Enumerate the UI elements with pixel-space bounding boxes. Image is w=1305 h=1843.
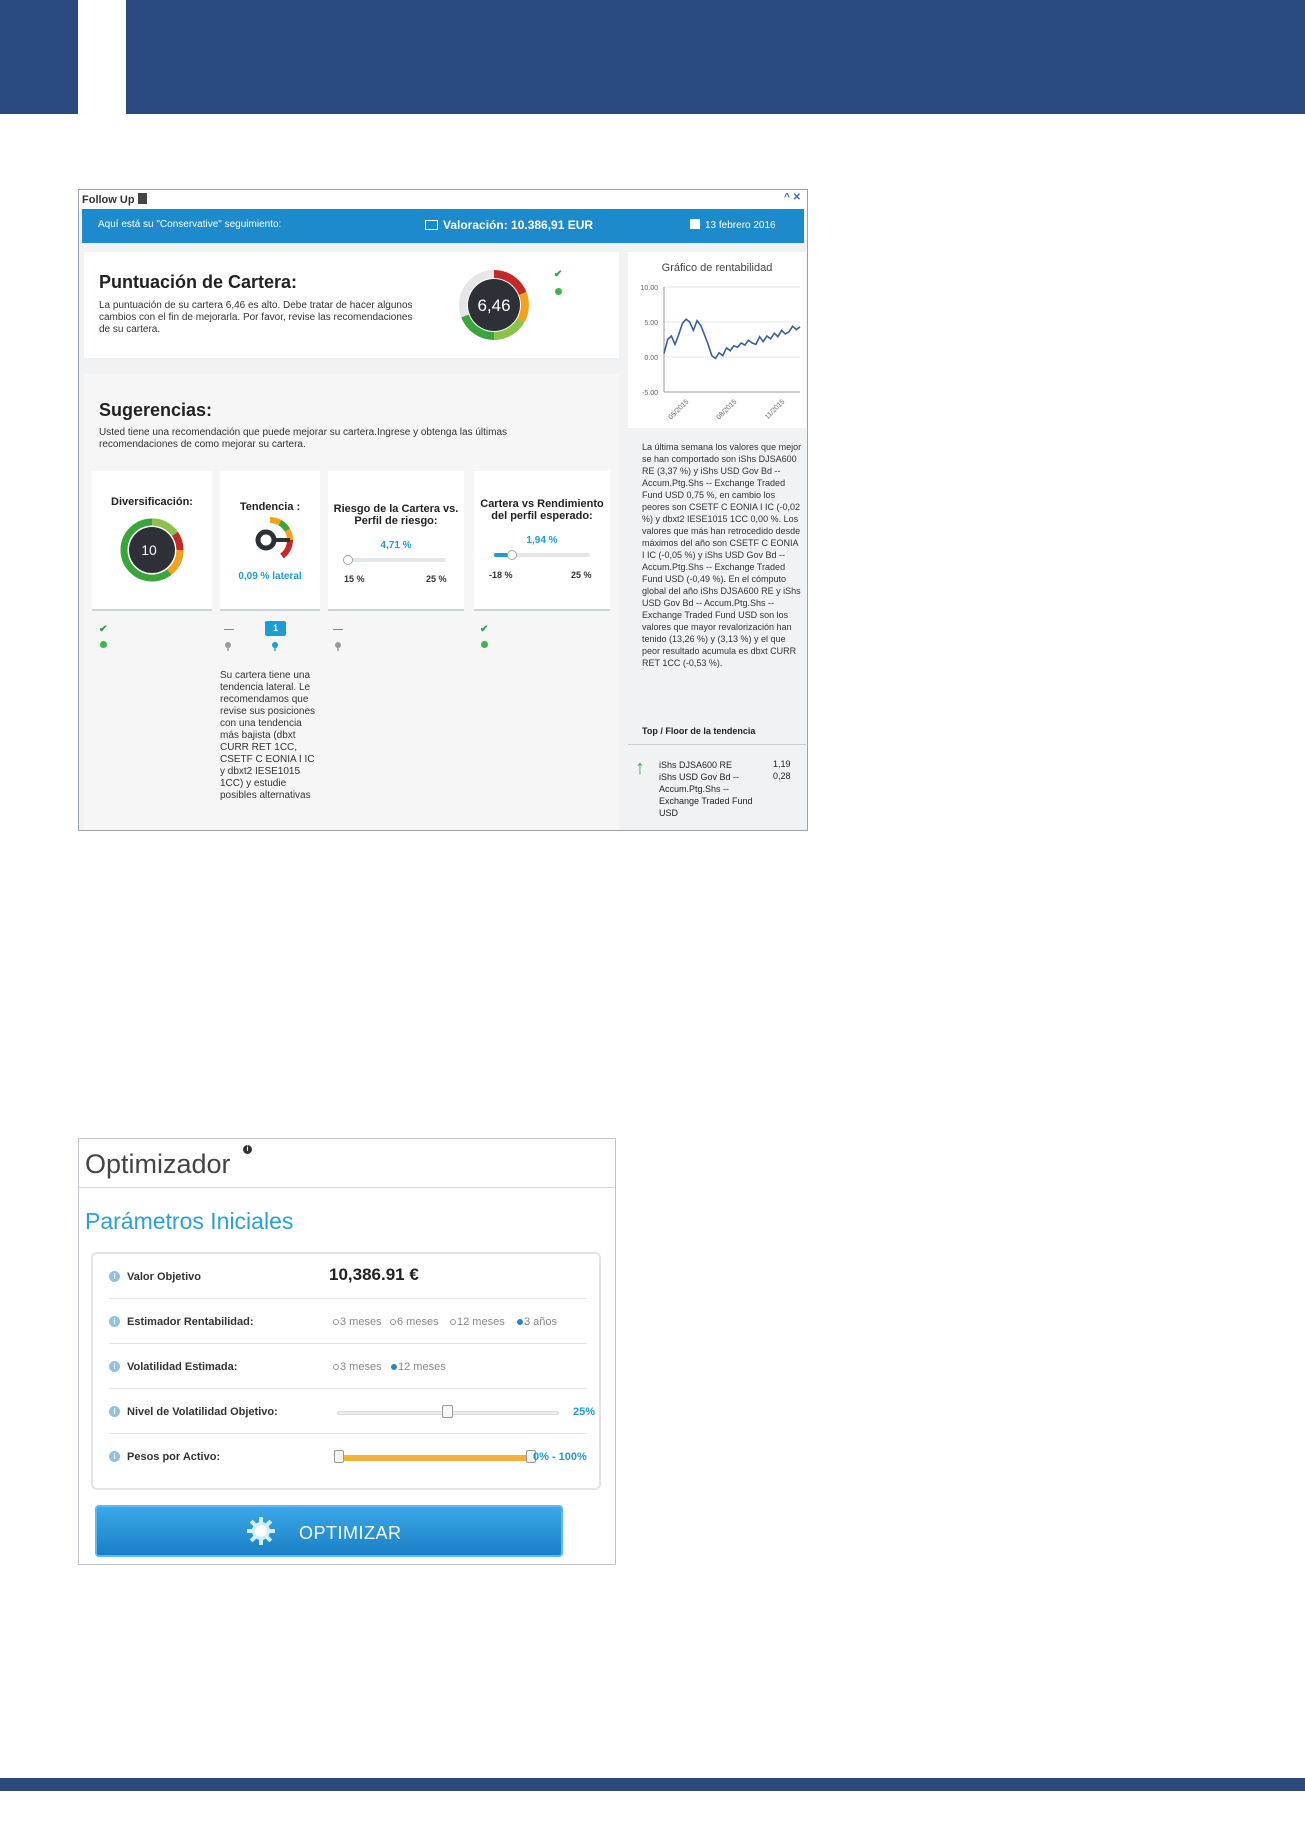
top-floor-item: iShs USD Gov Bd -- Accum.Ptg.Shs -- Exchange Traded Fund USD	[659, 772, 753, 818]
info-icon[interactable]: i	[109, 1406, 120, 1417]
optimizer-subtitle: Parámetros Iniciales	[85, 1208, 294, 1234]
chart-y-tick-label: 5.00	[644, 320, 658, 327]
optimize-button[interactable]	[95, 1505, 563, 1557]
suggestions-title: Sugerencias:	[99, 400, 213, 420]
pin-icon	[335, 642, 341, 651]
score-card	[84, 252, 619, 358]
chart-icon	[425, 220, 438, 230]
chart-series-line	[664, 319, 800, 358]
diversification-value: 10	[141, 542, 157, 558]
row-label: Nivel de Volatilidad Objetivo:	[127, 1406, 278, 1418]
tendency-gauge-icon	[244, 516, 296, 562]
metric-title: Cartera vs Rendimiento del perfil esperado:	[480, 498, 604, 522]
row-volatilidad	[109, 1344, 587, 1389]
info-icon[interactable]: i	[109, 1271, 120, 1282]
info-icon[interactable]: i	[109, 1361, 120, 1372]
metric-tendency[interactable]	[220, 471, 320, 611]
status-dot-icon	[100, 641, 107, 648]
radio-6-meses[interactable]	[390, 1316, 439, 1328]
pin-active-icon	[272, 642, 278, 651]
parameters-box	[91, 1252, 601, 1490]
radio-label: 3 meses	[340, 1361, 382, 1373]
metric-title: Diversificación:	[111, 496, 193, 508]
performance-max-label: 25 %	[571, 570, 592, 580]
performance-value: 1,94 %	[526, 535, 558, 546]
radio-3-meses[interactable]	[333, 1316, 382, 1328]
top-floor-value: 1,19	[773, 759, 791, 769]
row-valor-objetivo	[109, 1254, 587, 1299]
risk-slider-track	[346, 558, 446, 562]
diversification-gauge	[119, 517, 185, 583]
window-controls[interactable]: ^ ✕	[784, 192, 801, 203]
radio-12-meses[interactable]	[450, 1316, 505, 1328]
radio-selected-icon	[517, 1319, 523, 1325]
volatility-slider-handle[interactable]	[442, 1405, 453, 1418]
radio-selected-icon	[391, 1364, 397, 1370]
metric-diversification[interactable]	[92, 471, 212, 611]
radio-icon	[390, 1319, 396, 1325]
top-floor-item: iShs DJSA600 RE	[659, 760, 733, 770]
info-icon[interactable]: i	[109, 1451, 120, 1462]
radio-label: 12 meses	[457, 1316, 505, 1328]
follow-up-intro: Aquí está su "Conservative" seguimiento:	[98, 219, 282, 230]
score-gauge	[457, 268, 531, 342]
valuation	[425, 218, 593, 232]
row-label: Pesos por Activo:	[127, 1451, 221, 1463]
follow-up-title: Follow Up	[82, 194, 135, 206]
radio-icon	[333, 1364, 339, 1370]
check-icon: ✔	[554, 269, 563, 280]
chart-x-tick-label: 08/2015	[715, 398, 739, 422]
date-text: 13 febrero 2016	[705, 220, 776, 231]
status-dot-icon	[481, 641, 488, 648]
weekly-summary-text: La última semana los valores que mejor se han comportado son iShs DJSA600 RE (3,37 %) y iShs USD Gov Bd -- Accum.Ptg.Shs -- Exchange Traded Fund USD 0,75 %, en cambio los peores son CSETF C EONIA I IC (-0,02 %) y dbxt2 IESE1015 1CC 0,00 %. Los valores que más han retrocedido desde máximos del año son CSETF C EONIA I IC (-0,05 %) y iShs USD Gov Bd -- Accum.Ptg.Shs -- Exchange Traded Fund USD (-0,49 %). En el cómputo global del año iShs DJSA600 RE y iShs USD Gov Bd -- Accum.Ptg.Shs -- Exchange Traded Fund USD son los valores que mayor revalorización han tenido (13,26 %) y (3,13 %) y el que peor resultado acumula es dbxt CURR RET 1CC (-0,53 %).	[642, 442, 802, 668]
info-icon[interactable]: i	[109, 1316, 120, 1327]
recommendation-count-badge[interactable]: 1	[265, 621, 286, 636]
row-label: Estimador Rentabilidad:	[127, 1316, 254, 1328]
radio-3-anos[interactable]	[517, 1316, 557, 1328]
top-floor-title: Top / Floor de la tendencia	[642, 726, 756, 736]
radio-label: 3 meses	[340, 1316, 382, 1328]
performance-chart	[628, 277, 806, 427]
radio-12-meses[interactable]	[391, 1361, 446, 1373]
weights-range-track[interactable]	[338, 1455, 532, 1461]
chart-x-tick-label: 11/2015	[763, 398, 787, 421]
metric-title: Tendencia :	[239, 501, 301, 513]
performance-chart-card	[628, 252, 806, 428]
radio-3-meses[interactable]	[333, 1361, 382, 1373]
suggestions-card	[84, 374, 619, 831]
row-label: Volatilidad Estimada:	[127, 1361, 238, 1373]
check-icon: ✔	[99, 624, 108, 635]
radio-label: 6 meses	[397, 1316, 439, 1328]
optimize-button-label: OPTIMIZAR	[299, 1523, 402, 1543]
chart-x-tick-label: 05/2015	[667, 398, 691, 422]
minus-icon: —	[333, 624, 343, 635]
follow-up-info-bar	[82, 209, 804, 243]
metric-performance[interactable]	[474, 471, 610, 611]
risk-max-label: 25 %	[426, 574, 447, 584]
footer-band	[0, 1778, 1305, 1791]
performance-slider-knob	[507, 550, 517, 560]
row-pesos	[109, 1434, 587, 1479]
check-icon: ✔	[480, 624, 489, 635]
weights-min-handle[interactable]	[334, 1450, 344, 1463]
chart-y-tick-label: 0.00	[644, 355, 658, 362]
divider	[628, 744, 806, 745]
gear-icon	[247, 1517, 275, 1545]
follow-up-titlebar	[79, 190, 807, 209]
radio-icon	[450, 1319, 456, 1325]
row-estimador	[109, 1299, 587, 1344]
metric-risk[interactable]	[328, 471, 464, 611]
chart-y-tick-label: -5.00	[642, 390, 658, 397]
status-dot-icon	[555, 288, 562, 295]
info-icon[interactable]: i	[243, 1145, 252, 1154]
right-column	[628, 252, 806, 831]
minus-icon: —	[224, 624, 234, 635]
score-value: 6,46	[477, 296, 511, 315]
follow-up-panel	[78, 189, 808, 831]
suggestions-text: Usted tiene una recomendación que puede mejorar su cartera.Ingrese y obtenga las últimas recomendaciones de como mejorar su cartera.	[99, 427, 508, 450]
date	[690, 219, 776, 231]
radio-icon	[333, 1319, 339, 1325]
optimizer-header	[79, 1139, 615, 1188]
volatility-value: 25%	[573, 1406, 596, 1418]
top-floor-value: 0,28	[773, 771, 791, 781]
pdf-icon[interactable]	[138, 193, 147, 204]
tendency-value: 0,09 % lateral	[238, 571, 302, 582]
radio-label: 12 meses	[398, 1361, 446, 1373]
risk-slider-knob	[343, 555, 353, 565]
optimizer-panel	[78, 1138, 616, 1565]
risk-value: 4,71 %	[380, 540, 412, 551]
radio-label: 3 años	[524, 1316, 558, 1328]
score-title: Puntuación de Cartera:	[99, 272, 298, 292]
row-nivel-volatilidad	[109, 1389, 596, 1434]
risk-min-label: 15 %	[344, 574, 365, 584]
arrow-up-icon: ↑	[635, 757, 645, 779]
header-notch	[78, 0, 126, 114]
performance-min-label: -18 %	[489, 570, 513, 580]
optimizer-title: Optimizador	[85, 1149, 231, 1179]
pin-icon	[225, 642, 231, 651]
chart-y-tick-label: 10.00	[640, 285, 658, 292]
metric-title: Riesgo de la Cartera vs. Perfil de riesgo:	[333, 503, 459, 527]
valuation-text: Valoración: 10.386,91 EUR	[443, 218, 594, 232]
weights-value: 0% - 100%	[533, 1451, 587, 1463]
tendency-recommendation-text: Su cartera tiene una tendencia lateral. Le recomendamos que revise sus posiciones con una tendencia más bajista (dbxt CURR RET 1CC, CSETF C EONIA I IC y dbxt2 IESE1015 1CC) y estudie posibles alternativas	[220, 670, 316, 801]
target-value[interactable]: 10,386.91 €	[329, 1265, 419, 1284]
score-text: La puntuación de su cartera 6,46 es alto. Debe tratar de hacer algunos cambios con el fin de mejorarla. Por favor, revise las recomendaciones de su cartera.	[99, 300, 413, 335]
chart-title: Gráfico de rentabilidad	[661, 262, 773, 274]
row-label: Valor Objetivo	[127, 1271, 201, 1283]
header-band	[0, 0, 1305, 114]
calendar-icon	[690, 219, 700, 229]
